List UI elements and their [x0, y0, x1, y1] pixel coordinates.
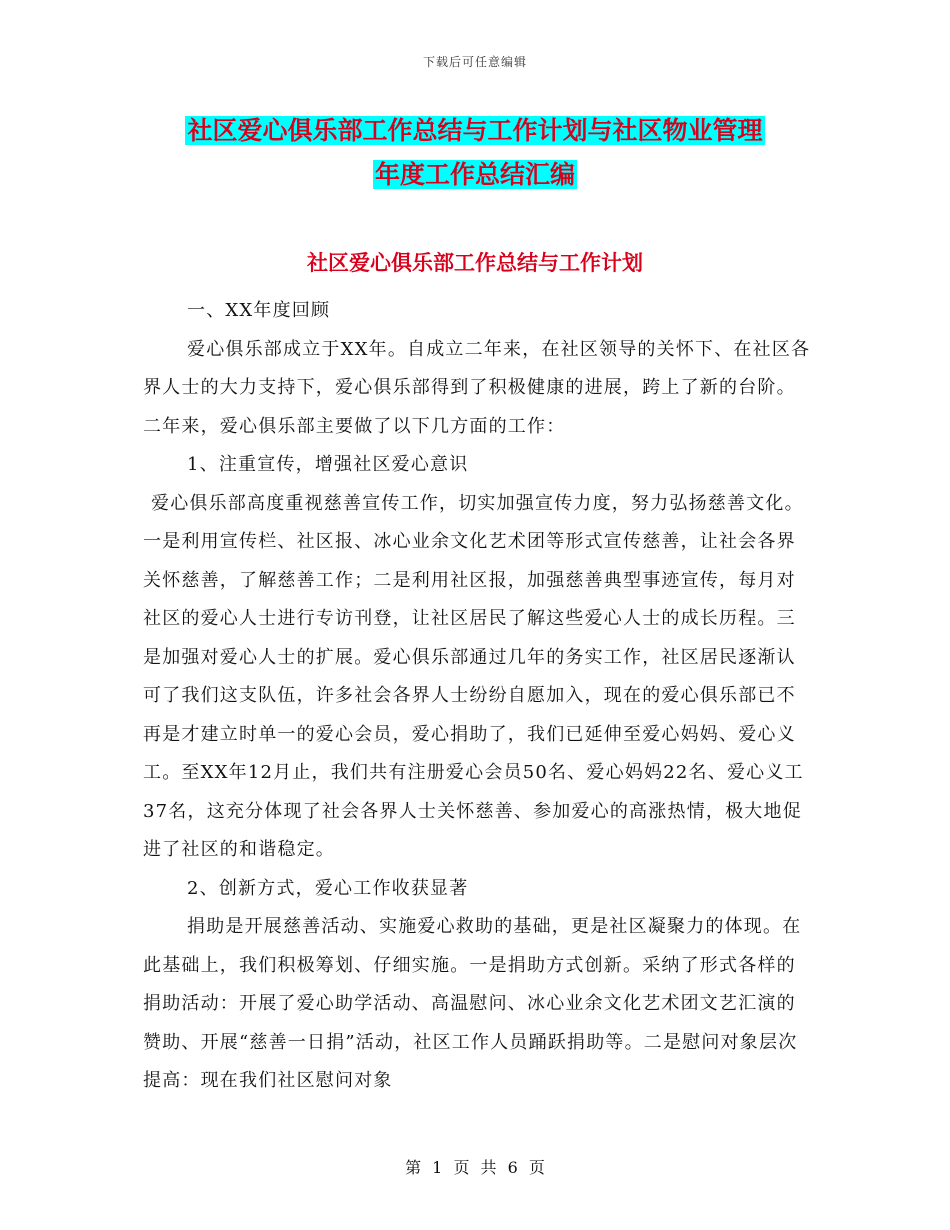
document-title-line-1 [0, 113, 950, 149]
paragraph-publicity: 爱心俱乐部高度重视慈善宣传工作，切实加强宣传力度，努力弘扬慈善文化。一是利用宣传栏、社区报、冰心业余文化艺术团等形式宣传慈善，让社会各界关怀慈善，了解慈善工作；二是利用社区报，加强慈善典型事迹宣传，每月对社区的爱心人士进行专访刊登，让社区居民了解这些爱心人士的成长历程。三是加强对爱心人士的扩展。爱心俱乐部通过几年的务实工作，社区居民逐渐认可了我们这支队伍，许多社会各界人士纷纷自愿加入，现在的爱心俱乐部已不再是才建立时单一的爱心会员，爱心捐助了，我们已延伸至爱心妈妈、爱心义工。至XX年12月止，我们共有注册爱心会员50名、爱心妈妈22名、爱心义工37名，这充分体现了社会各界人士关怀慈善、参加爱心的高涨热情，极大地促进了社区的和谐稳定。 [143, 492, 804, 860]
header-note: 下载后可任意编辑 [422, 55, 527, 69]
subheading-publicity: 1、注重宣传，增强社区爱心意识 [187, 454, 469, 475]
page-number-footer: 第 1 页 共 6 页 [405, 1158, 545, 1177]
paragraph-innovation: 捐助是开展慈善活动、实施爱心救助的基础，更是社区凝聚力的体现。在此基础上，我们积极筹划、仔细实施。一是捐助方式创新。采纳了形式各样的捐助活动：开展了爱心助学活动、高温慰问、冰心业余文化艺术团文艺汇演的赞助、开展“慈善一日捐”活动，社区工作人员踊跃捐助等。二是慰问对象层次提高：现在我们社区慰问对象 [143, 916, 802, 1091]
document-title-text-2: 年度工作总结汇编 [374, 160, 575, 189]
subheading-innovation: 2、创新方式，爱心工作收获显著 [187, 877, 469, 899]
document-body [143, 292, 813, 1101]
document-title-text-1: 社区爱心俱乐部工作总结与工作计划与社区物业管理 [187, 116, 763, 145]
section-heading-review: 一、XX年度回顾 [187, 300, 331, 321]
paragraph-intro: 爱心俱乐部成立于XX年。自成立二年来，在社区领导的关怀下、在社区各界人士的大力支持下，爱心俱乐部得到了积极健康的进展，跨上了新的台阶。二年来，爱心俱乐部主要做了以下几方面的工作： [143, 338, 811, 437]
document-title-line-2 [0, 157, 950, 193]
section-title: 社区爱心俱乐部工作总结与工作计划 [307, 251, 643, 275]
